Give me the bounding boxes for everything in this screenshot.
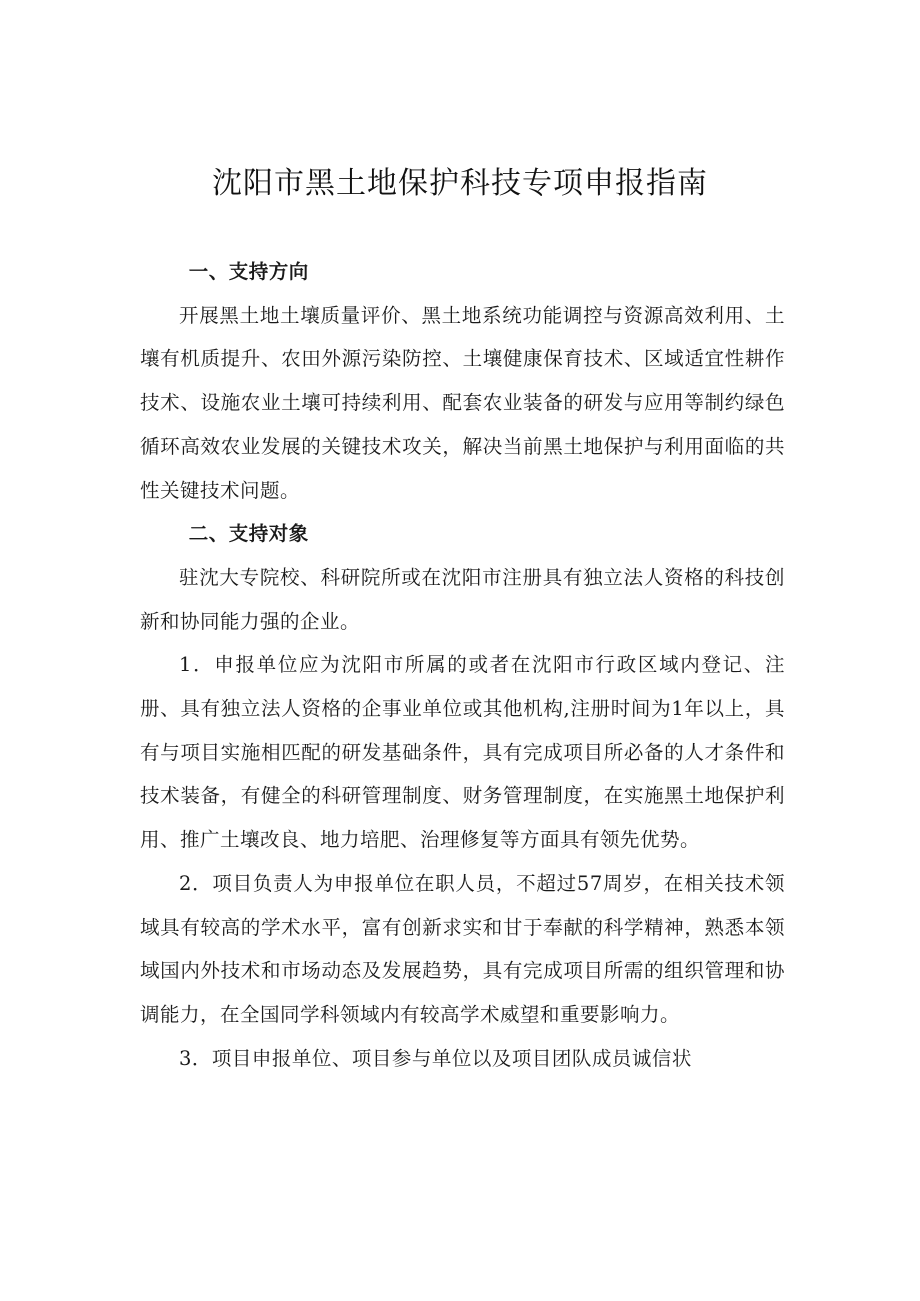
section-heading-support-target: 二、支持对象 (188, 522, 309, 546)
paragraph-item-2: 2．项目负责人为申报单位在职人员，不超过57周岁，在相关技术领域具有较高的学术水平，富有创新求实和甘于奉献的科学精神，熟悉本领域国内外技术和市场动态及发展趋势，具有完成项目所需的组织管理和协调能力，在全国同学科领域内有较高学术威望和重要影响力。 (140, 871, 785, 1026)
paragraph-item-3: 3．项目申报单位、项目参与单位以及项目团队成员诚信状 (179, 1046, 692, 1070)
document-title: 沈阳市黑土地保护科技专项申报指南 (212, 166, 708, 201)
section-heading-support-direction: 一、支持方向 (188, 260, 309, 283)
paragraph-support-direction: 开展黑土地土壤质量评价、黑土地系统功能调控与资源高效利用、土壤有机质提升、农田外源污染防控、土壤健康保育技术、区域适宜性耕作技术、设施农业土壤可持续利用、配套农业装备的研发与应用等制约绿色循环高效农业发展的关键技术攻关，解决当前黑土地保护与利用面临的共性关键技术问题。 (140, 303, 785, 502)
document-body (140, 250, 785, 1080)
paragraph-support-target: 驻沈大专院校、科研院所或在沈阳市注册具有独立法人资格的科技创新和协同能力强的企业。 (140, 565, 785, 633)
paragraph-item-1: 1．申报单位应为沈阳市所属的或者在沈阳市行政区域内登记、注册、具有独立法人资格的企事业单位或其他机构,注册时间为1年以上，具有与项目实施相匹配的研发基础条件，具有完成项目所必备的人才条件和技术装备，有健全的科研管理制度、财务管理制度，在实施黑土地保护利用、推广土壤改良、地力培肥、治理修复等方面具有领先优势。 (140, 653, 785, 852)
